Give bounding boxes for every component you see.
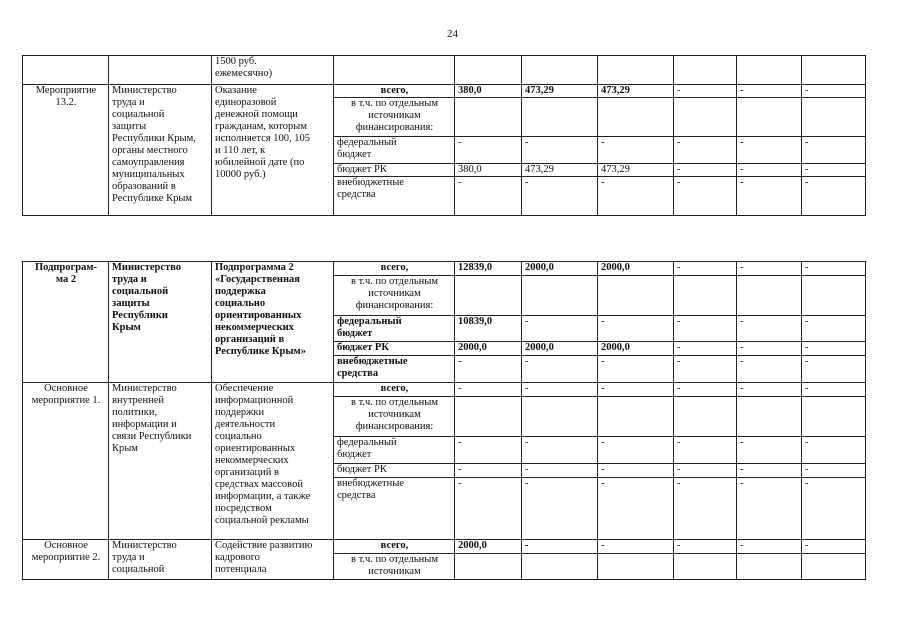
program-table-continued: [22, 55, 866, 216]
value-cell: [455, 276, 522, 316]
measure-code: Основное мероприятие 1.: [31, 383, 101, 406]
federal-value: -: [598, 437, 674, 464]
total-value: -: [737, 85, 802, 98]
extra-value: -: [598, 356, 674, 383]
continued-text: 1500 руб. ежемесячно): [215, 56, 273, 79]
subprogram-code: Подпрограм- ма 2: [34, 262, 98, 285]
value-cell: [522, 56, 598, 85]
value-cell: [674, 276, 737, 316]
source-extra-text: внебюджетные средства: [337, 177, 404, 200]
value-cell: [598, 397, 674, 437]
extra-value: -: [802, 478, 866, 540]
rk-value: 473,29: [598, 164, 674, 177]
rk-value: 2000,0: [522, 342, 598, 356]
value-cell: [674, 554, 737, 580]
value-cell: [598, 276, 674, 316]
total-value: 473,29: [598, 85, 674, 98]
code-cell: [23, 56, 109, 85]
rk-value: -: [737, 464, 802, 478]
extra-value: -: [802, 177, 866, 216]
federal-value: 10839,0: [455, 316, 522, 342]
rk-value: -: [674, 464, 737, 478]
total-value: -: [802, 262, 866, 276]
rk-value: -: [455, 464, 522, 478]
source-incl-label: [334, 397, 455, 437]
total-value: -: [674, 262, 737, 276]
value-cell: [802, 554, 866, 580]
value-cell: [522, 554, 598, 580]
value-cell: [737, 397, 802, 437]
value-cell: [598, 56, 674, 85]
federal-value: -: [674, 316, 737, 342]
subprogram-name-cell: [212, 262, 334, 383]
extra-value: -: [802, 356, 866, 383]
rk-value: -: [522, 464, 598, 478]
federal-value: -: [802, 137, 866, 164]
federal-value: -: [522, 137, 598, 164]
source-rk-label: бюджет РК: [334, 342, 455, 356]
source-incl-label: [334, 554, 455, 580]
extra-value: -: [737, 177, 802, 216]
rk-value: -: [737, 342, 802, 356]
source-federal-text: федеральный бюджет: [337, 437, 397, 460]
total-value: -: [802, 85, 866, 98]
total-value: 473,29: [522, 85, 598, 98]
value-cell: [455, 397, 522, 437]
extra-value: -: [522, 478, 598, 540]
total-value: -: [598, 540, 674, 554]
source-incl-text: в т.ч. по отдельным источникам финансирования:: [351, 397, 438, 432]
executor-text: Министерство труда и социальной защиты Республики Крым: [112, 262, 182, 333]
extra-value: -: [522, 356, 598, 383]
source-federal-text: федеральный бюджет: [337, 316, 402, 339]
source-rk-label: бюджет РК: [334, 164, 455, 177]
subprogram-code-cell: [23, 262, 109, 383]
extra-value: -: [674, 478, 737, 540]
source-federal-text: федеральный бюджет: [337, 137, 397, 160]
measure-name-cell: [212, 85, 334, 216]
federal-value: -: [674, 137, 737, 164]
rk-value: 2000,0: [598, 342, 674, 356]
table-row: [23, 383, 866, 397]
rk-value: -: [598, 464, 674, 478]
value-cell: [455, 56, 522, 85]
subprogram-name: Подпрограмма 2 «Государственная поддержка социально ориентированных некоммерческих организаций в Республике Крым»: [215, 262, 306, 357]
value-cell: [674, 56, 737, 85]
value-cell: [737, 98, 802, 137]
total-value: 2000,0: [522, 262, 598, 276]
measure-name: Содействие развитию кадрового потенциала: [215, 540, 313, 575]
total-value: -: [522, 383, 598, 397]
federal-value: -: [802, 437, 866, 464]
measure-code-cell: [23, 383, 109, 540]
federal-value: -: [674, 437, 737, 464]
measure-code-cell: [23, 540, 109, 580]
rk-value: -: [802, 164, 866, 177]
federal-value: -: [455, 437, 522, 464]
executor-cell: [109, 262, 212, 383]
source-total-label: всего,: [334, 540, 455, 554]
extra-value: -: [674, 177, 737, 216]
source-extra-label: [334, 356, 455, 383]
source-federal-label: [334, 316, 455, 342]
value-cell: [522, 276, 598, 316]
source-extra-label: [334, 478, 455, 540]
measure-code-cell: [23, 85, 109, 216]
executor-text: Министерство труда и социальной: [112, 540, 177, 575]
rk-value: -: [674, 342, 737, 356]
subprogram-table: [22, 261, 866, 580]
source-federal-label: [334, 137, 455, 164]
value-cell: [598, 554, 674, 580]
executor-cell: [109, 383, 212, 540]
source-total-label: всего,: [334, 383, 455, 397]
source-total-label: всего,: [334, 85, 455, 98]
federal-value: -: [802, 316, 866, 342]
extra-value: -: [598, 177, 674, 216]
page-number: 24: [447, 28, 458, 40]
federal-value: -: [598, 137, 674, 164]
rk-value: 380,0: [455, 164, 522, 177]
value-cell: [802, 56, 866, 85]
extra-value: -: [737, 356, 802, 383]
rk-value: -: [802, 464, 866, 478]
extra-value: -: [674, 356, 737, 383]
rk-value: -: [802, 342, 866, 356]
value-cell: [737, 276, 802, 316]
table-row: [23, 56, 866, 85]
extra-value: -: [455, 177, 522, 216]
total-value: -: [802, 383, 866, 397]
total-value: -: [737, 540, 802, 554]
source-federal-label: [334, 437, 455, 464]
value-cell: [737, 554, 802, 580]
total-value: -: [802, 540, 866, 554]
value-cell: [802, 397, 866, 437]
federal-value: -: [598, 316, 674, 342]
source-rk-label: бюджет РК: [334, 464, 455, 478]
total-value: -: [737, 262, 802, 276]
total-value: 2000,0: [598, 262, 674, 276]
source-incl-text: в т.ч. по отдельным источникам: [351, 554, 438, 577]
total-value: 12839,0: [455, 262, 522, 276]
extra-value: -: [455, 356, 522, 383]
value-cell: [674, 98, 737, 137]
total-value: -: [522, 540, 598, 554]
value-cell: [802, 98, 866, 137]
federal-value: -: [455, 137, 522, 164]
source-incl-text: в т.ч. по отдельным источникам финансирования:: [351, 98, 438, 133]
rk-value: 2000,0: [455, 342, 522, 356]
table-row: [23, 540, 866, 554]
total-value: -: [598, 383, 674, 397]
measure-name-cell: [212, 383, 334, 540]
source-total-label: всего,: [334, 262, 455, 276]
value-cell: [522, 397, 598, 437]
measure-code: Мероприятие 13.2.: [35, 85, 97, 108]
total-value: -: [737, 383, 802, 397]
measure-name-cell: [212, 540, 334, 580]
source-incl-text: в т.ч. по отдельным источникам финансирования:: [351, 276, 438, 311]
total-value: -: [455, 383, 522, 397]
total-value: -: [674, 540, 737, 554]
extra-value: -: [598, 478, 674, 540]
extra-value: -: [737, 478, 802, 540]
table-row: [23, 85, 866, 98]
source-extra-label: [334, 177, 455, 216]
rk-value: 473,29: [522, 164, 598, 177]
value-cell: [522, 98, 598, 137]
federal-value: -: [737, 437, 802, 464]
executor-cell: [109, 56, 212, 85]
federal-value: -: [522, 316, 598, 342]
total-value: -: [674, 383, 737, 397]
value-cell: [455, 554, 522, 580]
federal-value: -: [522, 437, 598, 464]
federal-value: -: [737, 316, 802, 342]
federal-value: -: [737, 137, 802, 164]
rk-value: -: [737, 164, 802, 177]
executor-cell: [109, 85, 212, 216]
value-cell: [455, 98, 522, 137]
name-cell: [212, 56, 334, 85]
source-extra-text: внебюджетные средства: [337, 478, 404, 501]
extra-value: -: [455, 478, 522, 540]
table-row: [23, 262, 866, 276]
extra-value: -: [522, 177, 598, 216]
source-incl-label: [334, 276, 455, 316]
measure-name: Оказание единоразовой денежной помощи гражданам, которым исполняется 100, 105 и 110 лет, к юбилейной дате (по 10000 руб.): [215, 85, 310, 180]
total-value: 2000,0: [455, 540, 522, 554]
source-extra-text: внебюджетные средства: [337, 356, 408, 379]
measure-name: Обеспечение информационной поддержки деятельности социально ориентированных некоммерческих организаций в средствах массовой информации, а также посредством социальной рекламы: [215, 383, 311, 526]
source-incl-label: [334, 98, 455, 137]
value-cell: [598, 98, 674, 137]
total-value: 380,0: [455, 85, 522, 98]
measure-code: Основное мероприятие 2.: [31, 540, 101, 563]
executor-text: Министерство труда и социальной защиты Республики Крым, органы местного самоуправления муниципальных образований в Республике Крым: [112, 85, 196, 204]
executor-text: Министерство внутренней политики, информации и связи Республики Крым: [112, 383, 192, 454]
source-cell: [334, 56, 455, 85]
value-cell: [737, 56, 802, 85]
rk-value: -: [674, 164, 737, 177]
value-cell: [674, 397, 737, 437]
executor-cell: [109, 540, 212, 580]
total-value: -: [674, 85, 737, 98]
value-cell: [802, 276, 866, 316]
